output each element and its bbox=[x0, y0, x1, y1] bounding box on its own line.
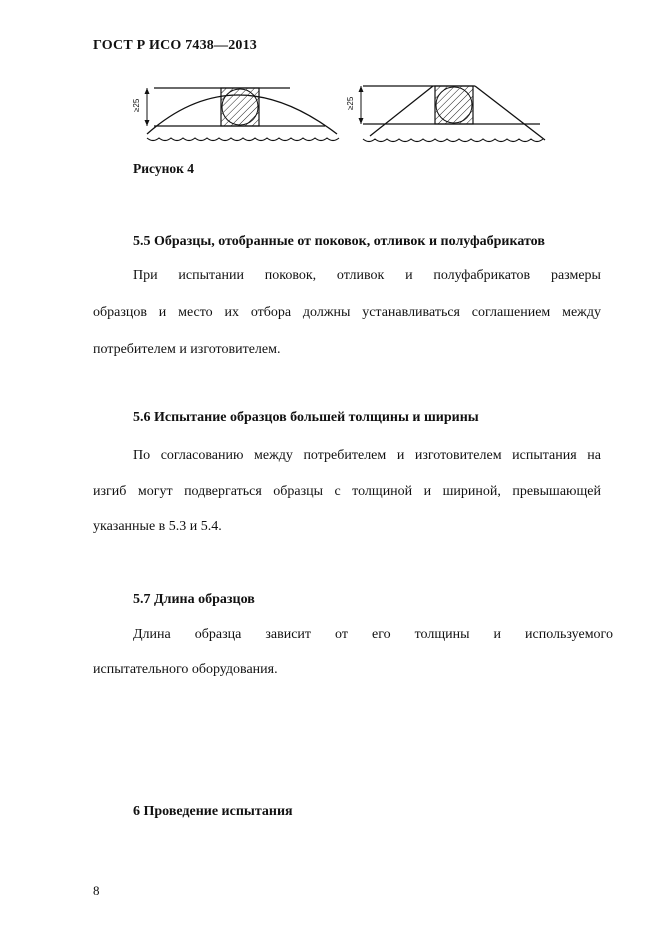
word: отбора bbox=[250, 305, 292, 320]
word: изготовителем bbox=[414, 448, 502, 463]
word: между bbox=[562, 305, 601, 320]
word: размеры bbox=[550, 268, 601, 283]
word: и bbox=[396, 448, 405, 463]
word: потребителем bbox=[303, 448, 387, 463]
word: зависит bbox=[265, 627, 312, 642]
word: изгиб bbox=[93, 484, 127, 499]
section-5-6-line-3: указанные в 5.3 и 5.4. bbox=[93, 519, 222, 534]
word: их bbox=[224, 305, 239, 320]
section-5-7-heading: 5.7 Длина образцов bbox=[133, 592, 255, 607]
word: на bbox=[587, 448, 601, 463]
word: По bbox=[133, 448, 151, 463]
section-5-6-line-2 bbox=[93, 484, 601, 500]
section-5-5-line-2 bbox=[93, 305, 601, 321]
figure-left-dimension bbox=[132, 98, 141, 112]
word: При bbox=[133, 268, 158, 283]
word: отливок bbox=[336, 268, 385, 283]
word: соглашением bbox=[471, 305, 551, 320]
word: его bbox=[371, 627, 391, 642]
word: толщины bbox=[414, 627, 470, 642]
word: между bbox=[254, 448, 293, 463]
figure-right-dimension bbox=[346, 96, 355, 110]
word: и bbox=[158, 305, 167, 320]
figure-right-dim-label: ≥25 bbox=[346, 96, 355, 110]
page-number: 8 bbox=[93, 883, 100, 898]
section-6-heading: 6 Проведение испытания bbox=[133, 804, 293, 819]
word: превышающей bbox=[512, 484, 601, 499]
figure-left-dim-label: ≥25 bbox=[132, 98, 141, 112]
word: и bbox=[405, 268, 413, 283]
figure-caption: Рисунок 4 bbox=[133, 161, 195, 176]
word: и bbox=[493, 627, 502, 642]
figure-4-drawing bbox=[125, 76, 555, 156]
section-5-6-heading: 5.6 Испытание образцов большей толщины и ширины bbox=[133, 410, 479, 425]
word: с bbox=[334, 484, 341, 499]
document-header: ГОСТ Р ИСО 7438—2013 bbox=[93, 38, 258, 53]
word: шириной, bbox=[442, 484, 501, 499]
word: толщиной bbox=[352, 484, 413, 499]
word: используемого bbox=[525, 627, 613, 642]
word: место bbox=[178, 305, 213, 320]
word: образца bbox=[194, 627, 242, 642]
figure-right-trapezoid-section bbox=[359, 86, 546, 142]
word: испытании bbox=[178, 268, 244, 283]
section-5-5-heading: 5.5 Образцы, отобранные от поковок, отливок и полуфабрикатов bbox=[133, 234, 545, 249]
section-5-5-line-3: потребителем и изготовителем. bbox=[93, 342, 281, 357]
word: от bbox=[335, 627, 348, 642]
section-5-7-line-2: испытательного оборудования. bbox=[93, 662, 278, 677]
word: испытания bbox=[512, 448, 577, 463]
word: устанавливаться bbox=[362, 305, 460, 320]
word: образцы bbox=[273, 484, 324, 499]
word: подвергаться bbox=[184, 484, 262, 499]
word: должны bbox=[302, 305, 351, 320]
section-5-6-line-1 bbox=[133, 448, 601, 464]
word: Длина bbox=[133, 627, 171, 642]
word: полуфабрикатов bbox=[433, 268, 531, 283]
word: поковок, bbox=[264, 268, 317, 283]
section-5-5-line-1 bbox=[133, 268, 601, 284]
word: могут bbox=[137, 484, 173, 499]
section-5-7-line-1 bbox=[133, 627, 613, 643]
word: образцов bbox=[93, 305, 147, 320]
word: и bbox=[423, 484, 432, 499]
word: согласованию bbox=[160, 448, 244, 463]
figure-left-round-section bbox=[145, 88, 340, 141]
